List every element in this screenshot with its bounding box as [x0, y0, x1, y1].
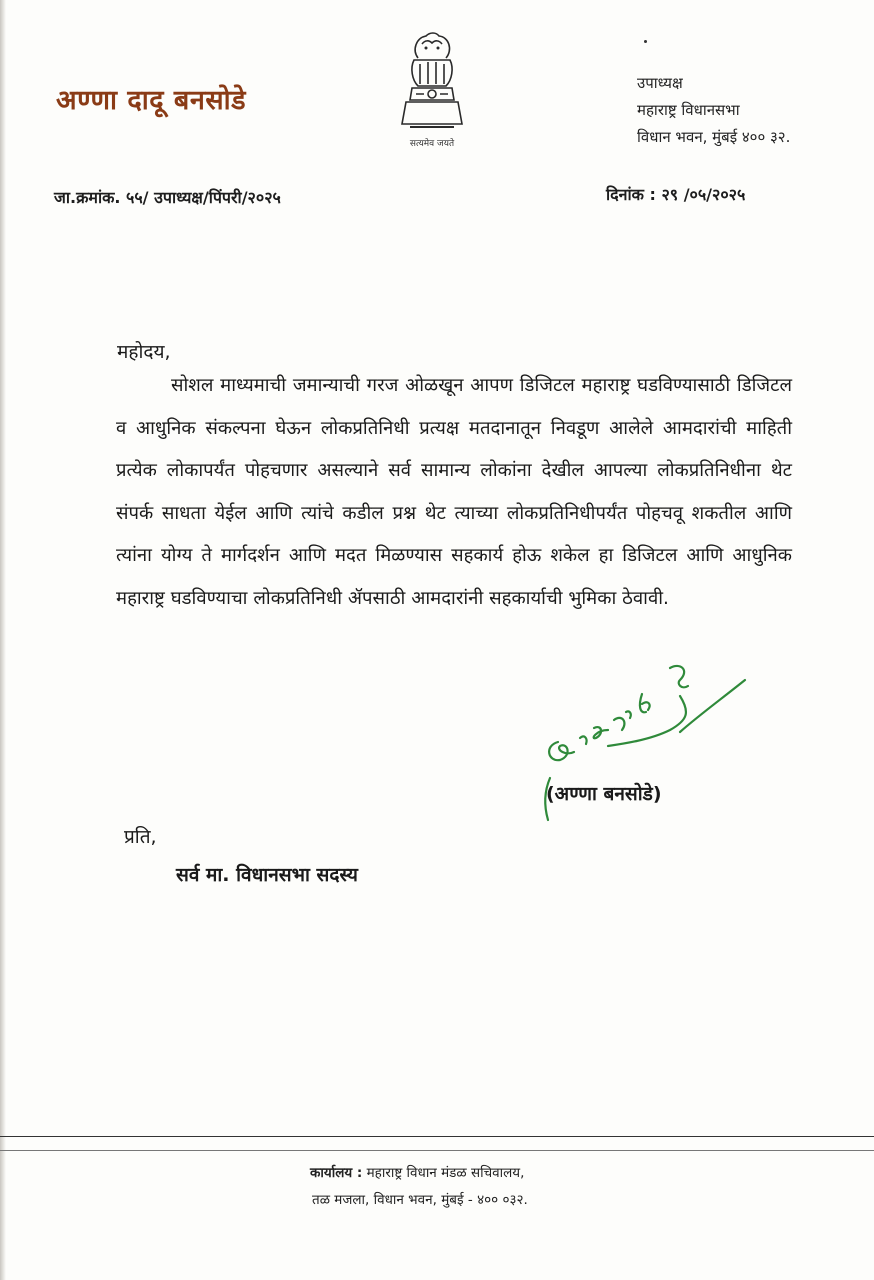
- footer-line-2: तळ मजला, विधान भवन, मुंबई - ४०० ०३२.: [312, 1192, 528, 1208]
- emblem-motto: सत्यमेव जयते: [409, 139, 455, 149]
- to-label: प्रति,: [124, 826, 157, 848]
- handwritten-signature: [530, 650, 760, 840]
- designation-address: विधान भवन, मुंबई ४०० ३२.: [637, 128, 791, 146]
- speck: [644, 40, 647, 43]
- designation-block: [637, 70, 790, 151]
- letter-date: दिनांक : २९ /०५/२०२५: [606, 185, 746, 204]
- reference-number: जा.क्रमांक. ५५/ उपाध्यक्ष/पिंपरी/२०२५: [54, 188, 281, 207]
- recipient: सर्व मा. विधानसभा सदस्य: [176, 864, 358, 886]
- sender-name: अण्णा दादू बनसोडे: [56, 85, 247, 116]
- footer-office-label: कार्यालय :: [310, 1165, 363, 1181]
- signature-scribble-icon: [530, 650, 760, 840]
- signatory-name: (अण्णा बनसोडे): [546, 783, 662, 805]
- lion-capital-emblem-icon: [392, 28, 472, 136]
- footer-divider: [0, 1136, 874, 1137]
- footer-line-1: महाराष्ट्र विधान मंडळ सचिवालय,: [366, 1165, 525, 1181]
- salutation: महोदय,: [117, 341, 171, 363]
- page-edge-shadow: [0, 0, 6, 1280]
- letter-body: सोशल माध्यमाची जमान्याची गरज ओळखून आपण डिजिटल महाराष्ट्र घडविण्यासाठी डिजिटल व आधुनिक संकल्पना घेऊन लोकप्रतिनिधी प्रत्यक्ष मतदानातून निवडूण आलेले आमदारांची माहिती प्रत्येक लोकापर्यंत पोहचणार असल्याने सर्व सामान्य लोकांना देखील आपल्या लोकप्रतिनिधीना थेट संपर्क साधता येईल आणि त्यांचे कडील प्रश्न थेट त्याच्या लोकप्रतिनिधीपर्यंत पोहचवू शकतील आणि त्यांना योग्य ते मार्गदर्शन आणि मदत मिळण्यास सहकार्य होऊ शकेल हा डिजिटल आणि आधुनिक महाराष्ट्र घडविण्याचा लोकप्रतिनिधी ॲपसाठी आमदारांनी सहकार्याची भुमिका ठेवावी.: [116, 375, 792, 609]
- designation-body: महाराष्ट्र विधानसभा: [637, 101, 740, 119]
- footer-divider-secondary: [0, 1150, 874, 1151]
- footer-address: [270, 1160, 630, 1214]
- designation-title: उपाध्यक्ष: [637, 74, 683, 92]
- state-emblem: [392, 28, 472, 153]
